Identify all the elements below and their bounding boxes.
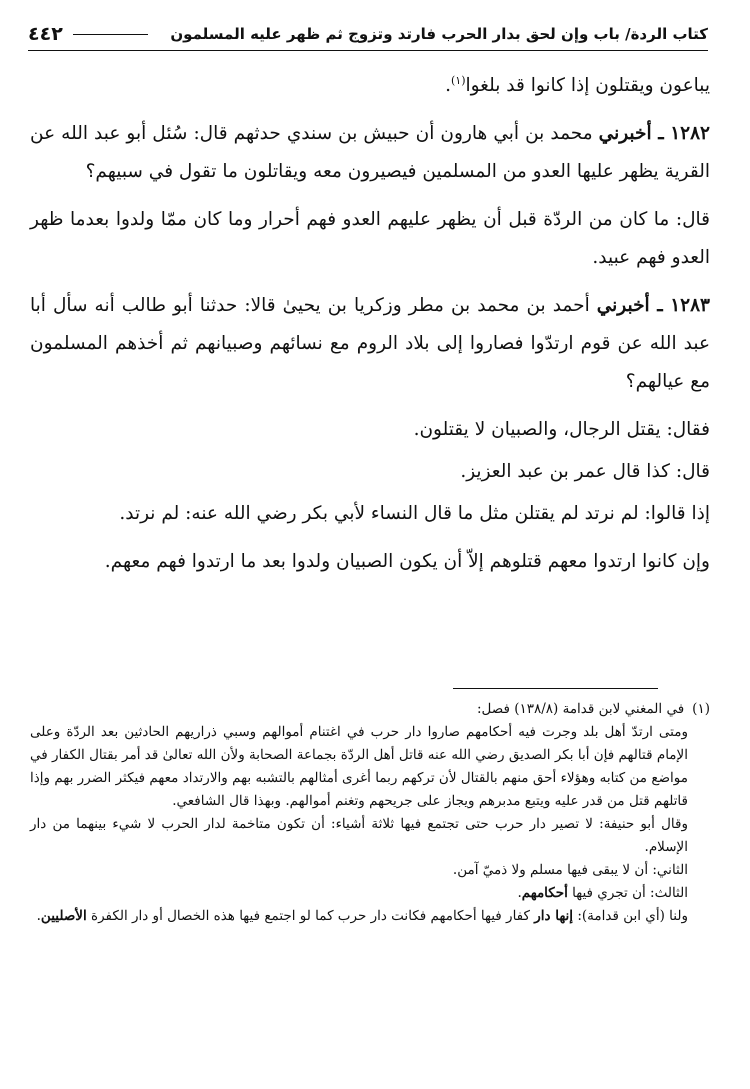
footnote-emphasis: إنها دار <box>534 908 574 924</box>
page-number: ٤٤٢ <box>28 23 63 45</box>
footnote-text: الثالث: أن تجري فيها <box>567 885 688 901</box>
hadith-number: ١٢٨٣ ـ أخبرني <box>596 295 710 317</box>
hadith-1283 <box>30 287 710 401</box>
footnote-text: كفار فيها أحكامهم فكانت دار حرب كما لو اجتمع فيها هذه الخصال أو دار الكفرة <box>86 908 535 924</box>
page-header <box>28 18 708 51</box>
paragraph-end: . <box>445 75 451 97</box>
footnote-emphasis: الأصليين <box>40 908 87 924</box>
header-number-group <box>28 23 148 45</box>
footnote-reference: (١) <box>450 74 466 87</box>
closing-paragraph <box>30 543 710 581</box>
header-title-group <box>170 25 708 43</box>
paragraph-text: يباعون ويقتلون إذا كانوا قد بلغوا <box>465 75 710 97</box>
hadith-1282 <box>30 115 710 191</box>
footnote-emphasis: أحكامهم <box>521 885 568 901</box>
footnote-text: . <box>36 908 41 924</box>
hadith-text: أحمد بن محمد بن مطر وزكريا بن يحيىٰ قالا: حدثنا أبو طالب أنه سأل أبا عبد الله عن قوم ارتدّوا فصاروا إلى بلاد الروم مع نسائهم وصبيانهم ثم أخذهم المسلمون مع عيالهم؟ <box>30 295 710 393</box>
footnote-text: ولنا (أي ابن قدامة): <box>573 908 688 924</box>
answer-paragraph <box>30 411 710 449</box>
footnote-source: في المغني لابن قدامة (١٣٨/٨) فصل: <box>476 701 685 717</box>
hadith-text: محمد بن أبي هارون أن حبيش بن سندي حدثهم قال: سُئل أبو عبد الله عن القرية يظهر عليها العدو من المسلمين فيصيرون معه ويقاتلون ما تقول في سبيهم؟ <box>30 123 710 183</box>
paragraph-continuation <box>30 62 710 105</box>
footnote-text: . <box>517 885 522 901</box>
hadith-number: ١٢٨٢ ـ أخبرني <box>598 123 710 145</box>
answer-paragraph <box>30 201 710 277</box>
main-text <box>30 62 710 591</box>
footnote-paragraph <box>30 882 710 905</box>
footnote-intro <box>30 698 710 721</box>
footnotes <box>30 698 710 928</box>
running-head: كتاب الردة/ باب وإن لحق بدار الحرب فارتد وتزوج ثم ظهر عليه المسلمون <box>170 25 708 43</box>
quote-paragraph <box>30 453 710 491</box>
footnote-paragraph: وقال أبو حنيفة: لا تصير دار حرب حتى تجتمع فيها ثلاثة أشياء: أن تكون متاخمة لدار الحرب لا شيء بينهما من دار الإسلام. <box>30 816 688 855</box>
paragraph-text: قال: كذا قال عمر بن عبد العزيز. <box>460 461 710 483</box>
footnote-separator <box>453 688 658 689</box>
paragraph-text: وإن كانوا ارتدوا معهم قتلوهم إلاّ أن يكون الصبيان ولدوا بعد ما ارتدوا فهم معهم. <box>104 551 710 573</box>
footnote-paragraph <box>30 905 710 928</box>
footnote-paragraph: الثاني: أن لا يبقى فيها مسلم ولا ذميّ آمن. <box>452 862 688 878</box>
header-rule <box>73 34 148 35</box>
footnote-paragraph: ومتى ارتدّ أهل بلد وجرت فيه أحكامهم صاروا دار حرب في اغتنام أموالهم وسبي ذراريهم الحادثين بعد الردّة وعلى الإمام قتالهم فإن أبا بكر الصديق رضي الله عنه قاتل أهل الردّة بجماعة الصحابة ولأن الله تعالىٰ قد أمر بقتال الكفار في مواضع من كتابه وهؤلاء أحق منهم بالقتال لأن تركهم ربما أغرى أمثالهم بالتشبه بهم والارتداد معهم فيكثر الضرر بهم وإذا قاتلهم قتل من قدر عليه ويتبع مدبرهم ويجاز على جريحهم وتغنم أموالهم. وبهذا قال الشافعي. <box>30 724 688 809</box>
paragraph-text: قال: ما كان من الردّة قبل أن يظهر عليهم العدو فهم أحرار وما كان ممّا ولدوا بعدما ظهر العدو فهم عبيد. <box>30 209 710 269</box>
quote-paragraph <box>30 495 710 533</box>
footnote-marker: (١) <box>692 701 710 717</box>
paragraph-text: فقال: يقتل الرجال، والصبيان لا يقتلون. <box>413 419 710 441</box>
paragraph-text: إذا قالوا: لم نرتد لم يقتلن مثل ما قال النساء لأبي بكر رضي الله عنه: لم نرتد. <box>119 503 710 525</box>
